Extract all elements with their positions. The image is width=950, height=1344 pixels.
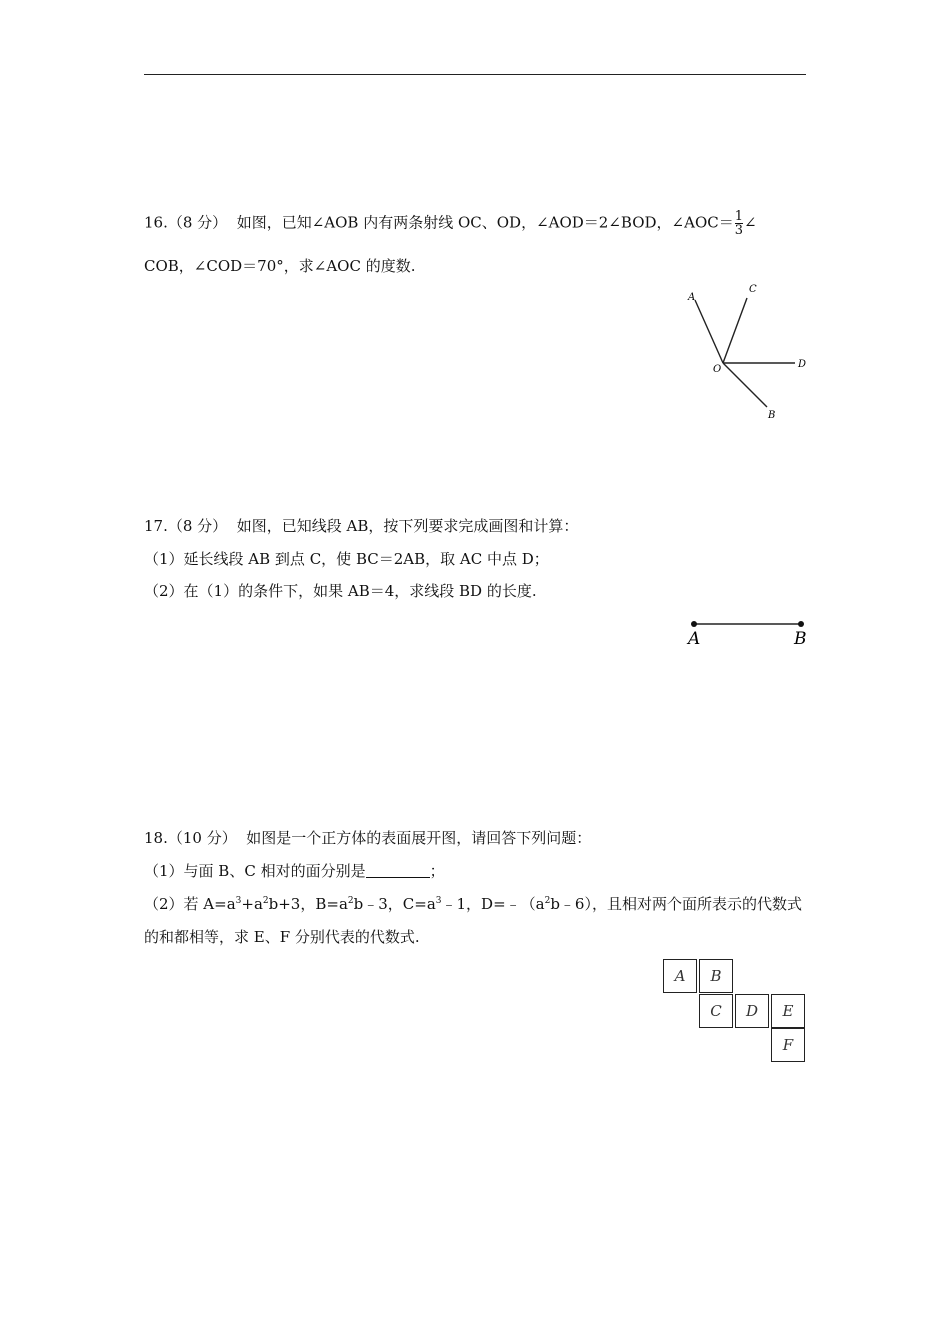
q17-score: （8 分） [167,517,228,535]
answer-blank[interactable] [366,863,430,878]
q17-item-2-text: （2）在（1）的条件下，如果 AB＝4，求线段 BD 的长度. [144,582,537,600]
q18-item-2-e: ﹣1，D=﹣（a [441,895,545,913]
superscript: 2 [262,896,269,906]
q17-item-1-text: （1）延长线段 AB 到点 C，使 BC＝2AB，取 AC 中点 D； [144,550,549,568]
q18-score: （10 分） [167,829,237,847]
cube-face-f: F [771,1028,805,1062]
q18-item-2-d: b﹣3，C=a [353,895,436,913]
label-a: A [688,629,701,649]
q16-number: 16. [144,213,168,232]
q17-item-2 [144,581,537,601]
q16-fraction [735,210,743,237]
q16-line-1 [144,210,757,237]
q16-text-1-end: ∠ [744,213,757,232]
q18-number: 18. [144,829,168,847]
cube-face-a: A [663,959,697,993]
q16-text-1: 如图，已知∠AOB 内有两条射线 OC、OD，∠AOD＝2∠BOD，∠AOC＝ [236,213,734,232]
q18-item-1 [144,861,445,881]
label-a: A [688,292,696,303]
label-c: C [749,284,757,295]
q17-item-1 [144,549,549,569]
point-a [691,621,697,627]
fraction-numerator: 1 [734,209,743,224]
q16-line-2 [144,256,415,276]
ray-ob [723,363,767,407]
ray-oc [723,298,747,363]
superscript: 2 [544,896,551,906]
cube-face-d: D [735,994,769,1028]
cube-face-c: C [699,994,733,1028]
label-d: D [798,359,807,370]
q17-segment-figure [680,612,815,652]
point-b [798,621,804,627]
q18-item-2-line-2-text: 的和都相等，求 E、F 分别代表的代数式. [144,928,420,946]
label-b: B [794,629,807,649]
q16-text-2: COB，∠COD＝70°，求∠AOC 的度数. [144,257,416,275]
superscript: 2 [347,896,354,906]
q17-line-1 [144,516,578,536]
label-o: O [713,364,722,375]
q17-text-1: 如图，已知线段 AB，按下列要求完成画图和计算： [236,517,579,535]
q18-item-2 [144,894,802,914]
q18-item-2-b: +a [241,895,263,913]
q18-item-2-a: （2）若 A=a [144,895,236,913]
q18-line-1 [144,828,591,848]
superscript: 3 [435,896,442,906]
header-rule [144,74,806,75]
q18-item-1-end: ； [429,862,445,880]
q18-item-2-f: b﹣6），且相对两个面所表示的代数式 [550,895,802,913]
superscript: 3 [235,896,242,906]
label-b: B [768,410,776,421]
q18-item-2-c: b+3，B=a [268,895,348,913]
ray-oa [695,300,723,363]
cube-face-b: B [699,959,733,993]
fraction-denominator: 3 [734,223,743,238]
q16-score: （8 分） [167,213,228,232]
cube-face-e: E [771,994,805,1028]
q18-item-1-text: （1）与面 B、C 相对的面分别是 [144,862,366,880]
q18-item-2-line-2 [144,927,420,947]
q17-number: 17. [144,517,168,535]
q16-angle-figure [680,280,810,425]
q18-text-1: 如图是一个正方体的表面展开图，请回答下列问题： [246,829,592,847]
